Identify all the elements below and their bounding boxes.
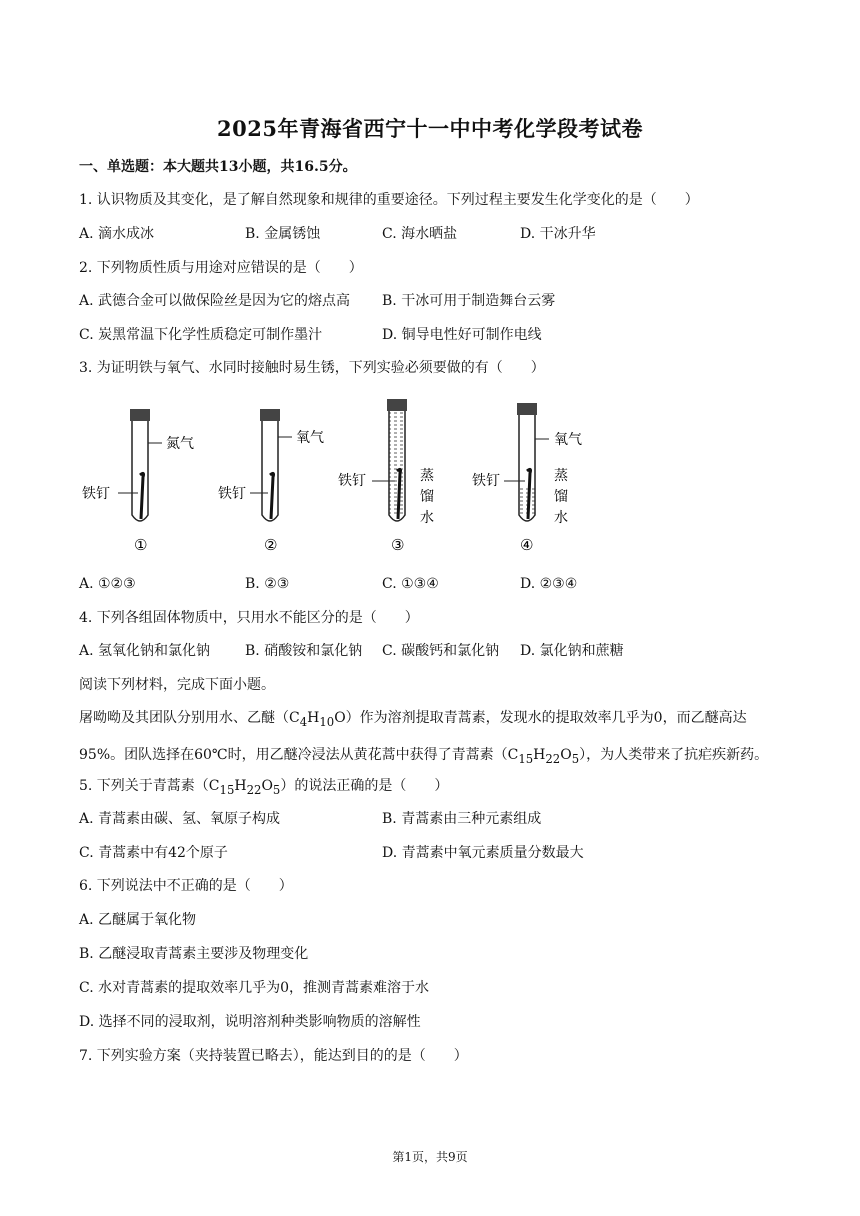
question-2-stem: 2. 下列物质性质与用途对应错误的是（ ） bbox=[79, 260, 363, 276]
label-water-4c: 水 bbox=[554, 510, 568, 526]
label-nail-1: 铁钉 bbox=[82, 486, 110, 502]
label-water-3b: 馏 bbox=[420, 489, 434, 505]
q3-option-d: D. ②③④ bbox=[520, 576, 578, 592]
reading-paragraph: 屠呦呦及其团队分别用水、乙醚$(C_4H_{10}O)$作为溶剂提取青蒿素，发现水的提取效率几乎为0，而乙醚高达95%。团队选择在60℃时，用乙醚冷浸法从黄花蒿中获得了青蒿素$(C_{15}H_{22}O_5)$，为人类带来了抗疟疾新药。 bbox=[79, 710, 769, 766]
q4-option-d: D. 氯化钠和蔗糖 bbox=[520, 643, 624, 659]
tube-number-2: ② bbox=[264, 536, 278, 554]
label-oxygen-2: 氧气 bbox=[296, 430, 324, 446]
q3-option-b: B. ②③ bbox=[245, 576, 290, 592]
q2-option-b: B. 干冰可用于制造舞台云雾 bbox=[382, 293, 556, 309]
q2-option-a: A. 武德合金可以做保险丝是因为它的熔点高 bbox=[79, 293, 351, 309]
tube-number-3: ③ bbox=[391, 536, 405, 554]
test-tube-4 bbox=[504, 403, 549, 521]
test-tube-3 bbox=[372, 399, 407, 521]
q1-option-c: C. 海水晒盐 bbox=[382, 226, 458, 242]
label-oxygen-4: 氧气 bbox=[554, 432, 582, 448]
q5-option-d: D. 青蒿素中氧元素质量分数最大 bbox=[382, 845, 584, 861]
question-1-stem: 1. 认识物质及其变化，是了解自然现象和规律的重要途径。下列过程主要发生化学变化的是（ ） bbox=[79, 192, 699, 208]
q5-option-a: A. 青蒿素由碳、氢、氧原子构成 bbox=[79, 811, 281, 827]
q5-option-b: B. 青蒿素由三种元素组成 bbox=[382, 811, 542, 827]
test-tube-figure bbox=[70, 395, 630, 560]
label-nail-3: 铁钉 bbox=[338, 473, 366, 489]
q6-option-b: B. 乙醚浸取青蒿素主要涉及物理变化 bbox=[79, 946, 309, 962]
label-nitrogen: 氮气 bbox=[166, 436, 194, 452]
q2-option-c: C. 炭黑常温下化学性质稳定可制作墨汁 bbox=[79, 327, 323, 343]
label-water-4b: 馏 bbox=[554, 489, 568, 505]
tube-number-4: ④ bbox=[520, 536, 534, 554]
question-7-stem: 7. 下列实验方案（夹持装置已略去），能达到目的的是（ ） bbox=[79, 1048, 468, 1064]
q1-option-d: D. 干冰升华 bbox=[520, 226, 596, 242]
q3-option-a: A. ①②③ bbox=[79, 576, 136, 592]
label-water-3c: 水 bbox=[420, 510, 434, 526]
q6-option-c: C. 水对青蒿素的提取效率几乎为0，推测青蒿素难溶于水 bbox=[79, 980, 430, 996]
reading-intro: 阅读下列材料，完成下面小题。 bbox=[79, 677, 275, 693]
q5-option-c: C. 青蒿素中有42个原子 bbox=[79, 845, 228, 861]
q6-option-d: D. 选择不同的浸取剂，说明溶剂种类影响物质的溶解性 bbox=[79, 1014, 421, 1030]
test-tube-1 bbox=[118, 409, 162, 521]
q6-option-a: A. 乙醚属于氧化物 bbox=[79, 912, 197, 928]
tube-number-1: ① bbox=[134, 536, 148, 554]
question-3-stem: 3. 为证明铁与氧气、水同时接触时易生锈，下列实验必须要做的有（ ） bbox=[79, 360, 545, 376]
question-5-stem: 5. 下列关于青蒿素$(C_{15}H_{22}O_5)$的说法正确的是（ ） bbox=[79, 778, 449, 797]
label-water-3a: 蒸 bbox=[420, 468, 434, 484]
page-footer: 第1页，共9页 bbox=[392, 1150, 468, 1164]
page-title: 2025年青海省西宁十一中中考化学段考试卷 bbox=[217, 116, 643, 141]
label-nail-4: 铁钉 bbox=[472, 473, 500, 489]
label-water-4a: 蒸 bbox=[554, 468, 568, 484]
q3-option-c: C. ①③④ bbox=[382, 576, 439, 592]
q1-option-b: B. 金属锈蚀 bbox=[245, 226, 321, 242]
label-nail-2: 铁钉 bbox=[218, 486, 246, 502]
q4-option-a: A. 氢氧化钠和氯化钠 bbox=[79, 643, 211, 659]
section-heading: 一、单选题：本大题共13小题，共16.5分。 bbox=[79, 159, 357, 175]
q2-option-d: D. 铜导电性好可制作电线 bbox=[382, 327, 542, 343]
q4-option-b: B. 硝酸铵和氯化钠 bbox=[245, 643, 363, 659]
q4-option-c: C. 碳酸钙和氯化钠 bbox=[382, 643, 500, 659]
question-6-stem: 6. 下列说法中不正确的是（ ） bbox=[79, 878, 293, 894]
test-tube-2 bbox=[250, 409, 292, 521]
question-4-stem: 4. 下列各组固体物质中，只用水不能区分的是（ ） bbox=[79, 610, 419, 626]
q1-option-a: A. 滴水成冰 bbox=[79, 226, 155, 242]
